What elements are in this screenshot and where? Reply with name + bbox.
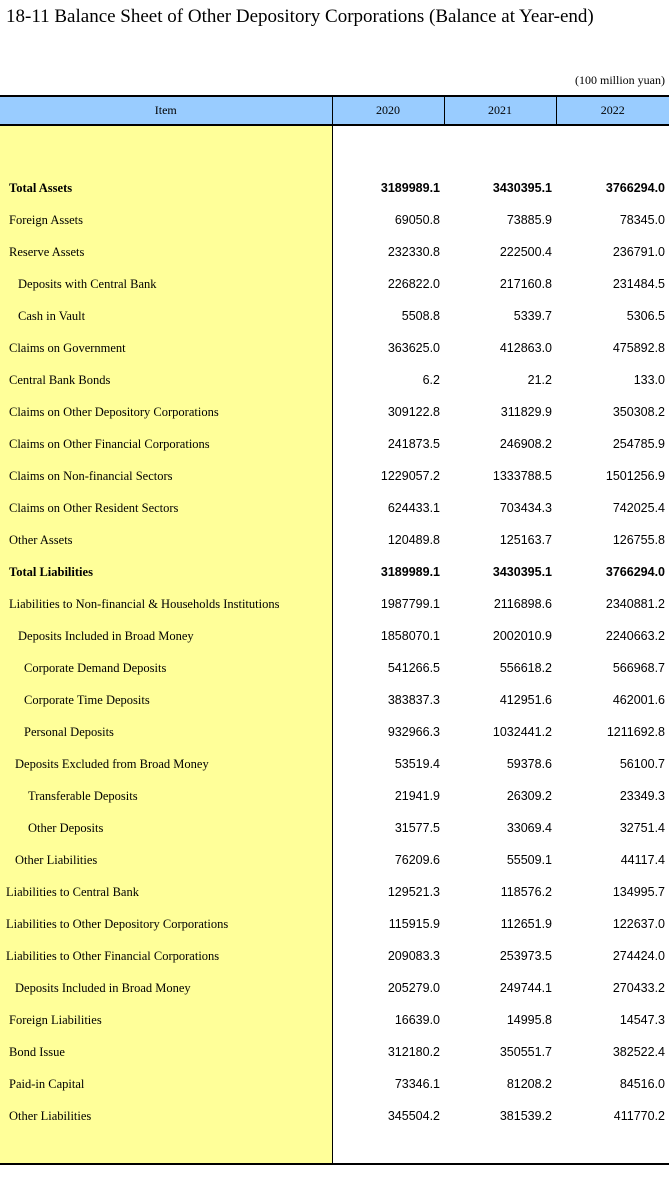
value-cell: 44117.4 (620, 853, 665, 867)
row-label: Other Liabilities (0, 844, 332, 876)
row-label: Deposits Included in Broad Money (0, 972, 332, 1004)
value-cell: 3766294.0 (605, 181, 665, 195)
table-row (0, 172, 669, 204)
value-cell: 3766294.0 (605, 565, 665, 579)
value-cell: 381539.2 (499, 1109, 552, 1123)
value-cell: 122637.0 (612, 917, 665, 931)
value-cell: 1987799.1 (380, 597, 440, 611)
value-cell: 312180.2 (387, 1045, 440, 1059)
table-row (0, 652, 669, 684)
table-row (0, 204, 669, 236)
value-cell: 475892.8 (612, 341, 665, 355)
value-cell: 742025.4 (612, 501, 665, 515)
value-cell: 217160.8 (499, 277, 552, 291)
value-cell: 1032441.2 (492, 725, 552, 739)
value-cell: 350551.7 (499, 1045, 552, 1059)
value-cell: 5339.7 (513, 309, 552, 323)
value-cell: 309122.8 (387, 405, 440, 419)
value-cell: 566968.7 (612, 661, 665, 675)
row-label: Corporate Demand Deposits (0, 652, 332, 684)
spacer-row (0, 125, 669, 172)
value-cell: 5508.8 (401, 309, 440, 323)
value-cell: 249744.1 (499, 981, 552, 995)
row-label: Foreign Assets (0, 204, 332, 236)
value-cell: 6.2 (422, 373, 440, 387)
table-row (0, 812, 669, 844)
value-cell: 1501256.9 (605, 469, 665, 483)
table-row (0, 716, 669, 748)
value-cell: 115915.9 (388, 917, 440, 931)
header-year: 2020 (332, 96, 444, 125)
value-cell: 78345.0 (619, 213, 665, 227)
value-cell: 14995.8 (506, 1013, 552, 1027)
table-row (0, 684, 669, 716)
table-row (0, 780, 669, 812)
row-label: Other Liabilities (0, 1100, 332, 1132)
value-cell: 133.0 (633, 373, 665, 387)
value-cell: 703434.3 (499, 501, 552, 515)
value-cell: 76209.6 (394, 853, 440, 867)
value-cell: 246908.2 (499, 437, 552, 451)
value-cell: 932966.3 (387, 725, 440, 739)
row-label: Bond Issue (0, 1036, 332, 1068)
header-item: Item (0, 96, 332, 125)
value-cell: 411770.2 (613, 1109, 665, 1123)
table-row (0, 236, 669, 268)
value-cell: 382522.4 (612, 1045, 665, 1059)
value-cell: 59378.6 (506, 757, 552, 771)
spacer-row (0, 1132, 669, 1164)
value-cell: 23349.3 (619, 789, 665, 803)
row-label: Cash in Vault (0, 300, 332, 332)
value-cell: 1211692.8 (606, 725, 665, 739)
value-cell: 32751.4 (619, 821, 665, 835)
row-label: Reserve Assets (0, 236, 332, 268)
value-cell: 2116898.6 (493, 597, 552, 611)
value-cell: 226822.0 (387, 277, 440, 291)
row-label: Total Liabilities (0, 556, 332, 588)
row-label: Transferable Deposits (0, 780, 332, 812)
table-row (0, 268, 669, 300)
value-cell: 53519.4 (394, 757, 440, 771)
table-row (0, 748, 669, 780)
value-cell: 120489.8 (387, 533, 440, 547)
table-row (0, 844, 669, 876)
row-label: Paid-in Capital (0, 1068, 332, 1100)
unit-note: (100 million yuan) (575, 73, 665, 87)
value-cell: 209083.3 (387, 949, 440, 963)
value-cell: 2002010.9 (492, 629, 552, 643)
value-cell: 270433.2 (612, 981, 665, 995)
row-label: Corporate Time Deposits (0, 684, 332, 716)
value-cell: 462001.6 (612, 693, 665, 707)
value-cell: 21941.9 (394, 789, 440, 803)
value-cell: 412951.6 (499, 693, 552, 707)
value-cell: 3430395.1 (492, 181, 552, 195)
value-cell: 112651.9 (500, 917, 552, 931)
value-cell: 3430395.1 (492, 565, 552, 579)
table-row (0, 300, 669, 332)
value-cell: 556618.2 (499, 661, 552, 675)
row-label: Personal Deposits (0, 716, 332, 748)
value-cell: 1858070.1 (380, 629, 440, 643)
row-label: Claims on Other Resident Sectors (0, 492, 332, 524)
row-label: Other Deposits (0, 812, 332, 844)
value-cell: 118576.2 (500, 885, 552, 899)
table-row (0, 556, 669, 588)
value-cell: 205279.0 (387, 981, 440, 995)
row-label: Other Assets (0, 524, 332, 556)
value-cell: 14547.3 (619, 1013, 665, 1027)
table-row (0, 460, 669, 492)
value-cell: 363625.0 (387, 341, 440, 355)
value-cell: 56100.7 (619, 757, 665, 771)
row-label: Foreign Liabilities (0, 1004, 332, 1036)
value-cell: 126755.8 (612, 533, 665, 547)
table-row (0, 908, 669, 940)
row-label: Claims on Government (0, 332, 332, 364)
value-cell: 345504.2 (387, 1109, 440, 1123)
value-cell: 26309.2 (506, 789, 552, 803)
value-cell: 231484.5 (612, 277, 665, 291)
table-row (0, 588, 669, 620)
value-cell: 129521.3 (387, 885, 440, 899)
table-row (0, 1068, 669, 1100)
row-label: Claims on Other Financial Corporations (0, 428, 332, 460)
row-label: Deposits with Central Bank (0, 268, 332, 300)
table-row (0, 492, 669, 524)
value-cell: 3189989.1 (380, 181, 440, 195)
row-label: Total Assets (0, 172, 332, 204)
value-cell: 21.2 (527, 373, 552, 387)
row-label: Claims on Non-financial Sectors (0, 460, 332, 492)
header-year: 2022 (556, 96, 669, 125)
table-row (0, 1004, 669, 1036)
table-row (0, 940, 669, 972)
header-row (0, 96, 669, 125)
table-row (0, 972, 669, 1004)
row-label: Liabilities to Other Depository Corporations (0, 908, 332, 940)
value-cell: 254785.9 (612, 437, 665, 451)
row-label: Liabilities to Other Financial Corporations (0, 940, 332, 972)
value-cell: 125163.7 (499, 533, 552, 547)
table-row (0, 428, 669, 460)
row-label: Liabilities to Non-financial & Households Institutions (0, 588, 332, 620)
row-label: Deposits Included in Broad Money (0, 620, 332, 652)
value-cell: 236791.0 (612, 245, 665, 259)
table-row (0, 1100, 669, 1132)
value-cell: 69050.8 (394, 213, 440, 227)
value-cell: 1229057.2 (380, 469, 440, 483)
value-cell: 73885.9 (506, 213, 552, 227)
value-cell: 350308.2 (612, 405, 665, 419)
row-label: Liabilities to Central Bank (0, 876, 332, 908)
header-year: 2021 (444, 96, 556, 125)
table-row (0, 1036, 669, 1068)
table-row (0, 876, 669, 908)
value-cell: 73346.1 (394, 1077, 440, 1091)
table-row (0, 332, 669, 364)
value-cell: 274424.0 (612, 949, 665, 963)
table-row (0, 396, 669, 428)
value-cell: 222500.4 (499, 245, 552, 259)
value-cell: 81208.2 (506, 1077, 552, 1091)
value-cell: 383837.3 (387, 693, 440, 707)
value-cell: 84516.0 (619, 1077, 665, 1091)
value-cell: 1333788.5 (492, 469, 552, 483)
table-row (0, 524, 669, 556)
value-cell: 253973.5 (499, 949, 552, 963)
value-cell: 241873.5 (387, 437, 440, 451)
value-cell: 5306.5 (626, 309, 665, 323)
table-row (0, 620, 669, 652)
value-cell: 311829.9 (500, 405, 552, 419)
balance-sheet-table (0, 95, 669, 1165)
table-row (0, 364, 669, 396)
value-cell: 2240663.2 (605, 629, 665, 643)
value-cell: 55509.1 (506, 853, 552, 867)
row-label: Claims on Other Depository Corporations (0, 396, 332, 428)
row-label: Central Bank Bonds (0, 364, 332, 396)
value-cell: 624433.1 (387, 501, 440, 515)
value-cell: 31577.5 (394, 821, 440, 835)
value-cell: 3189989.1 (380, 565, 440, 579)
value-cell: 134995.7 (612, 885, 665, 899)
value-cell: 541266.5 (387, 661, 440, 675)
row-label: Deposits Excluded from Broad Money (0, 748, 332, 780)
value-cell: 33069.4 (506, 821, 552, 835)
value-cell: 16639.0 (394, 1013, 440, 1027)
value-cell: 232330.8 (387, 245, 440, 259)
page-title: 18-11 Balance Sheet of Other Depository Corporations (Balance at Year-end) (6, 6, 594, 27)
value-cell: 412863.0 (499, 341, 552, 355)
value-cell: 2340881.2 (605, 597, 665, 611)
